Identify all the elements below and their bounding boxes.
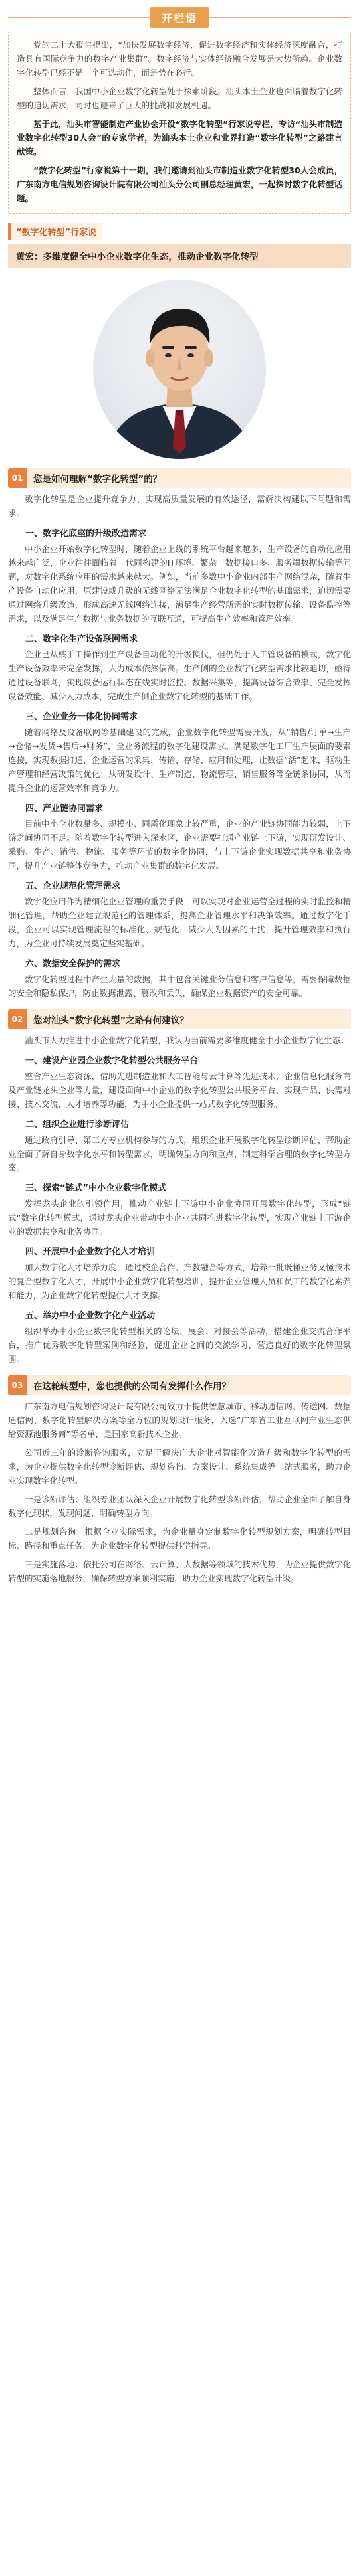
subsection-text: 中小企业开始数字化转型时，随着企业上线的系统平台越来越多，生产设备的自动化应用越来越广泛，企业往往面临着一代同构建的IT环境、繁杂一数据接口多、服务端数据传输等问题，对数字化系统应用的需求越来越大。例如，当前多数中小企业内部生产网络混杂，随着生产设备自动化应用，原建设或升级的无线网络无法满足企业数字化转型的基础需求，迫切需要通过网络升级改造，形成高速无线网络连接，满足生产经营所需的实时数据传输、设备监控等需求，以及满足生产数据与业务数据的互联互通，可提高生产效率和管理效率。 <box>8 544 351 624</box>
subsection-heading: 五、举办中小企业数字化产业活动 <box>25 1311 156 1321</box>
subsection-heading: 三、企业业务一体化协同需求 <box>25 712 138 722</box>
subsection-heading: 三、探索“链式”中小企业数字化模式 <box>25 1183 167 1193</box>
opening-paragraph: 整体而言，我国中小企业数字化转型处于探索阶段。汕头本土企业也面临着数字化转型的迫切需求，同时也迎来了巨大的挑战和发展机遇。 <box>17 86 342 110</box>
opening-section <box>0 0 359 214</box>
opening-badge: 开栏语 <box>150 7 209 28</box>
question-title: 您对汕头“数字化转型”之路有何建议？ <box>33 1015 189 1026</box>
answer-intro: 汕头市大力推进中小企业数字化转型，我认为当前需要多维度健全中小企业数字化生态： <box>25 1035 349 1045</box>
opening-paragraph: 党的二十大报告提出，“加快发展数字经济，促进数字经济和实体经济深度融合，打造具有国际竞争力的数字产业集群”。数字经济与实体经济融合发展是大势所趋。企业数字化转型已经不是一个可选动作，而是势在必行。 <box>17 40 342 78</box>
subsection-heading: 一、数字化底座的升级改造需求 <box>25 529 147 539</box>
subsection-heading: 二、数字化生产设备联网需求 <box>25 634 138 644</box>
opening-box <box>8 31 351 214</box>
subsection-text: 数字化转型过程中产生大量的数据，其中包含关键业务信息和客户信息等，需要保障数据的安全和隐私保护，防止数据泄露、篡改和丢失，确保企业数据资产的安全可靠。 <box>8 974 351 998</box>
subsection-heading: 五、企业规范化管理需求 <box>25 881 121 891</box>
answer-paragraph: 广东南方电信规划咨询设计院有限公司致力于提供智慧城市、移动通信网、传送网、数据通信网、数字化转型解决方案等全方位的规划设计服务，入选“广东省工业互联网产业生态供给资源池服务商”等名单，是国家高新技术企业。 <box>8 1401 351 1439</box>
question-number: 01 <box>8 468 27 488</box>
question-bar <box>8 468 351 488</box>
answer-paragraph: 三是实施落地：依托公司在网络、云计算、大数据等领域的技术优势，为企业提供数字化转型的实施落地服务，确保转型方案顺利实施，助力企业实现数字化转型升级。 <box>8 1559 351 1583</box>
question-1-section <box>0 468 359 1000</box>
question-3-section <box>0 1375 359 1585</box>
question-number: 02 <box>8 1009 27 1029</box>
subsection-text: 随着网络及设备联网等基础建设的完成，企业数字化转型需要开发，从“销售/订单→生产→仓储→发货→售后→财务”，全业务流程的数字化建设需求。满足数字化工厂生产层面的要素连接，实现数据打通，企业运营的采集、传输、存储、应用和处理，让数据“活”起来，驱动生产管理和经营决策的优化；从研发设计、生产制造、物流管理、销售服务等全链条协同，从而提升企业的运营效率和竞争力。 <box>8 727 351 793</box>
answer-paragraph: 公司近三年的诊断咨询服务，立足于解决广大企业对智能化改造升级和数字化转型的需求，为企业提供数字化转型诊断评估、规划咨询、方案设计、系统集成等一站式服务，助力企业实现数字化转型。 <box>8 1448 351 1486</box>
subsection-heading: 四、产业链协同需求 <box>25 804 104 814</box>
question-title: 您是如何理解“数字化转型”的？ <box>33 474 162 485</box>
subsection-heading: 六、数据安全保护的需求 <box>25 959 121 969</box>
question-title: 在这轮转型中，您也提供的公司有发挥什么作用？ <box>33 1381 231 1392</box>
answer-paragraph: 二是规划咨询：根据企业实际需求，为企业量身定制数字化转型规划方案，明确转型目标、路径和重点任务，为企业数字化转型提供科学指导。 <box>8 1527 351 1551</box>
interview-section <box>0 214 359 459</box>
subsection-heading: 二、组织企业进行诊断评估 <box>25 1120 130 1130</box>
subsection-text: 组织举办中小企业数字化转型相关的论坛、展会、对接会等活动，搭建企业交流合作平台，推广优秀数字化转型案例和经验，促进企业之间的交流学习，营造良好的数字化转型氛围。 <box>8 1326 351 1364</box>
answer-paragraph: 一是诊断评估：组织专业团队深入企业开展数字化转型诊断评估，帮助企业全面了解自身数字化现状，发现问题，明确转型方向。 <box>8 1494 351 1518</box>
subsection-text: 目前中小企业数量多、规模小、同质化现象比较严重，企业的产业链协同能力较弱，上下游之间协同不足。随着数字化转型进入深水区，企业需要打通产业链上下游，实现研发设计、采购、生产、销售、物流、服务等环节的数字化协同，与上下游企业实现数据共享和业务协同，提升产业链整体竞争力，推动产业集群的数字化发展。 <box>8 819 351 871</box>
opening-header <box>8 4 351 31</box>
interview-headline: 黄宏：多维度健全中小企业数字化生态，推动企业数字化转型 <box>8 244 351 268</box>
subsection-heading: 一、建设产业园企业数字化转型公共服务平台 <box>25 1056 199 1066</box>
column-tag: “数字化转型”行家说 <box>8 223 102 240</box>
opening-paragraph: “数字化转型”行家说第十一期，我们邀请到汕头市制造业数字化转型30人会成员，广东南方电信规划咨询设计院有限公司汕头分公司副总经理黄宏，一起探讨数字化转型话题。 <box>17 165 342 203</box>
question-bar <box>8 1375 351 1395</box>
subsection-text: 数字化应用作为精细化企业管理的重要手段，可以实现对企业运营全过程的实时监控和精细化管理，帮助企业建立规范化的管理体系，提高企业管理水平和决策效率。通过数字化手段，企业可以实现管理流程的标准化、规范化，减少人为因素的干扰，提升管理效率和执行力，为企业可持续发展奠定坚实基础。 <box>8 897 351 948</box>
subsection-text: 发挥龙头企业的引领作用，推动产业链上下游中小企业协同开展数字化转型，形成“链式”数字化转型模式，通过龙头企业带动中小企业共同推进数字化转型，实现产业链上下游企业的数据共享和业务协同。 <box>8 1199 351 1237</box>
question-number: 03 <box>8 1375 27 1395</box>
subsection-text: 通过政府引导、第三方专业机构参与的方式，组织企业开展数字化转型诊断评估，帮助企业全面了解自身数字化水平和转型需求，明确转型方向和重点，制定科学合理的数字化转型方案。 <box>8 1135 351 1173</box>
subsection-heading: 四、开展中小企业数字化人才培训 <box>25 1247 156 1257</box>
answer-intro: 数字化转型是企业提升竞争力、实现高质量发展的有效途径，需解决构建以下问题和需求。 <box>8 494 351 518</box>
question-2-section <box>0 1009 359 1366</box>
opening-paragraph: 基于此，汕头市智能制造产业协会开设“数字化转型”行家说专栏，专访“汕头市制造业数字化转型30人会”的专家学者，为汕头本土企业和业界打造“数字化转型”之路建言献策。 <box>17 119 342 157</box>
question-bar <box>8 1009 351 1029</box>
subsection-text: 整合产业生态资源，借助先进制造业和人工智能与云计算等先进技术，企业信息化服务商及产业链龙头企业等力量，建设面向中小企业的数字化转型公共服务平台，实现产品、供需对接、技术交流、人才培养等功能，为中小企业提供一站式数字化转型服务。 <box>8 1071 351 1109</box>
interviewee-portrait <box>93 280 266 459</box>
portrait-illustration <box>93 280 266 459</box>
subsection-text: 企业已从核手工操作到生产设备自动化的升级换代，但仍处于人工管设备的模式，数字化生产设备效率未完全发挥，人力成本依然偏高。生产侧的企业数字化转型需求比较迫切，亟待通过设备联网，实现设备运行状态在线实时监控、数据采集等，提高设备综合效率、完全发挥设备效能、减少人力成本，完成生产侧企业数字化转型的基础工作。 <box>8 649 351 701</box>
subsection-text: 加大数字化人才培养力度，通过校企合作、产教融合等方式，培养一批既懂业务又懂技术的复合型数字化人才，开展中小企业数字化转型培训，提升企业管理人员和员工的数字化素养和能力，为企业数字化转型提供人才支撑。 <box>8 1262 351 1300</box>
